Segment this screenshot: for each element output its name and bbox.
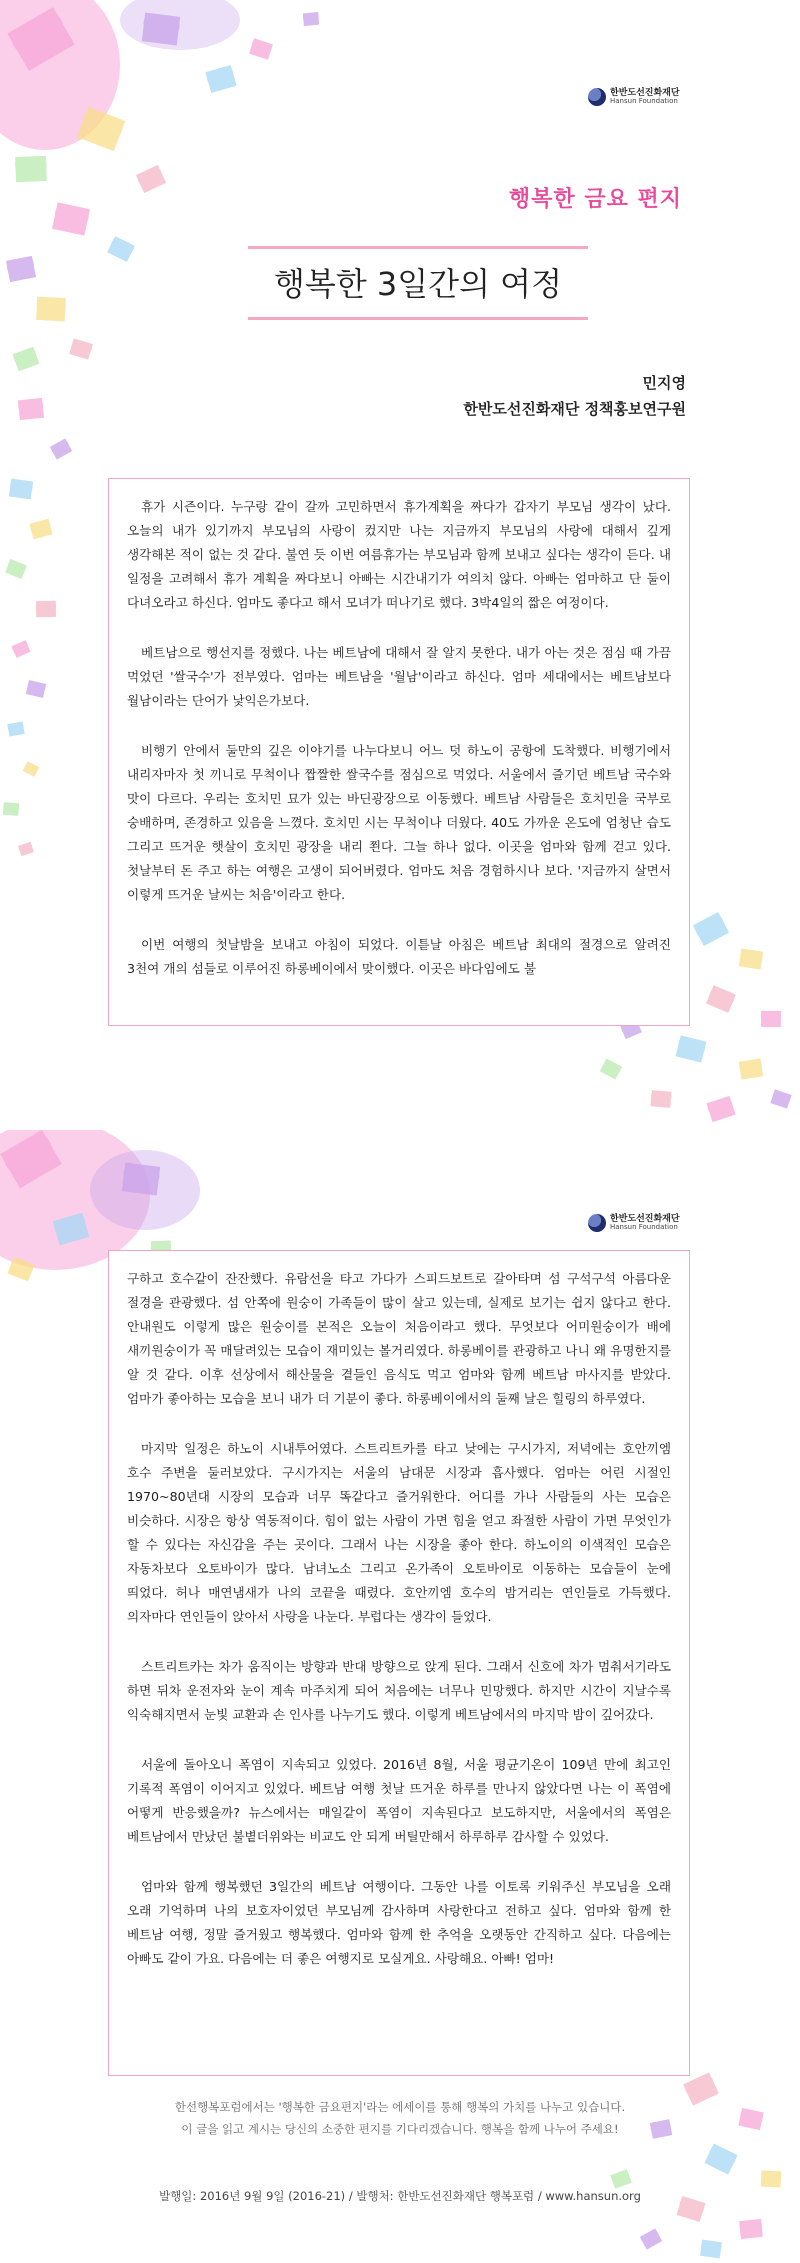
publication-info: 발행일: 2016년 9월 9일 (2016-21) / 발행처: 한반도선진화재단 행복포럼 / www.hansun.org (159, 2189, 641, 2203)
butterfly-icon (640, 2228, 662, 2249)
butterfly-icon (107, 236, 135, 262)
butterfly-icon (610, 2169, 631, 2189)
logo-mark-icon (588, 88, 606, 106)
footer-note-line: 한선행복포럼에서는 '행복한 금요편지'라는 에세이를 통해 행복의 가치를 나누고 있습니다. (174, 2100, 626, 2114)
paragraph: 이번 여행의 첫날밤을 보내고 아침이 되었다. 이튿날 아침은 베트남 최대의 절경으로 알려진 3천여 개의 섬들로 이루어진 하롱베이에서 맞이했다. 이곳은 바다임에도 불 (127, 937, 671, 976)
butterfly-icon (761, 2170, 782, 2187)
butterfly-icon (11, 640, 30, 658)
butterfly-icon (303, 12, 319, 26)
butterfly-icon (50, 438, 72, 459)
butterfly-icon (3, 802, 19, 816)
butterfly-icon (704, 2144, 737, 2175)
footer-note (110, 2096, 690, 2140)
butterfly-icon (36, 601, 56, 618)
letter-body-box-1 (108, 478, 690, 1026)
butterfly-icon (136, 165, 166, 193)
butterfly-icon (9, 479, 33, 500)
page-2 (0, 1130, 800, 2263)
title-bottom-rule (248, 317, 588, 320)
butterfly-icon (36, 297, 66, 322)
butterfly-icon (706, 985, 736, 1013)
title-block (248, 246, 588, 320)
paragraph: 휴가 시즌이다. 누구랑 같이 갈까 고민하면서 휴가계획을 짜다가 갑자기 부모님 생각이 났다. 오늘의 내가 있기까지 부모님의 사랑이 컸지만 나는 지금까지 부모님의 사랑에 대해서 깊게 생각해본 적이 없는 것 같다. 불연 듯 이번 여름휴가는 부모님과 함께 보내고 싶다는 생각이 든다. 내 일정을 고려해서 휴가 계획을 짜다보니 아빠는 시간내기가 여의치 않다. 아빠는 엄마하고 단 둘이 다녀오라고 하신다. 엄마도 좋다고 해서 모녀가 떠나기로 했다. 3박4일의 짧은 여정이다. (127, 499, 671, 610)
logo-korean: 한반도선진화재단 (610, 1213, 680, 1224)
paragraph: 스트리트카는 차가 움직이는 방향과 반대 방향으로 앉게 된다. 그래서 신호에 차가 멈춰서기라도 하면 뒤차 운전자와 눈이 계속 마주치게 되어 처음에는 너무나 민망했다. 하지만 시간이 지날수록 익숙해지면서 눈빛 교환과 손 인사를 나누기도 했다. 이렇게 베트남에서의 마지막 밤이 깊어갔다. (127, 1659, 671, 1722)
butterfly-icon (676, 1035, 707, 1062)
footer-note-line: 이 글을 읽고 계시는 당신의 소중한 편지를 기다리겠습니다. 행복을 함께 나누어 주세요! (181, 2122, 619, 2136)
butterfly-icon (52, 202, 90, 235)
butterfly-icon (5, 559, 27, 579)
butterfly-icon (770, 1089, 791, 1108)
butterfly-icon (650, 1090, 671, 1108)
author-name: 민지영 (642, 374, 686, 392)
paragraph: 비행기 안에서 둘만의 깊은 이야기를 나누다보니 어느 덧 하노이 공항에 도착했다. 비행기에서 내리자마자 첫 끼니로 무척이나 짭짤한 쌀국수를 점심으로 먹었다. 서울에서 즐기던 베트남 국수와 맛이 다르다. 우리는 호치민 묘가 있는 바딘광장으로 이동했다. 베트남 사람들은 호치민을 국부로 숭배하며, 존경하고 있음을 느꼈다. 호치민 시는 무척이나 더웠다. 40도 가까운 온도에 엄청난 습도 그리고 뜨거운 햇살이 호치민 광장을 내리 쬔다. 그늘 하나 없다. 이곳을 엄마와 함께 걷고 있다. 첫날부터 돈 주고 하는 여행은 고생이 되어버렸다. 엄마도 처음 경험하시나 보다. '지금까지 살면서 이렇게 뜨거운 날씨는 처음'이라고 한다. (127, 743, 671, 902)
page-1 (0, 0, 800, 1130)
butterfly-icon (761, 1011, 781, 1027)
butterfly-icon (29, 519, 52, 540)
paragraph: 서울에 돌아오니 폭염이 지속되고 있었다. 2016년 8월, 서울 평균기온이 109년 만에 최고인 기록적 폭염이 이어지고 있었다. 베트남 여행 첫날 뜨거운 하루를 만나지 않았다면 나는 이 폭염에 어떻게 반응했을까? 뉴스에서는 매일같이 폭염이 지속된다고 보도하지만, 서울에서의 폭염은 베트남에서 만났던 불볕더위와는 비교도 안 되게 버틸만해서 하루하루 감사할 수 있었다. (127, 1757, 671, 1844)
logo-english: Hansun Foundation (610, 97, 678, 106)
author-affiliation: 한반도선진화재단 정책홍보연구원 (463, 400, 686, 418)
paragraph: 구하고 호수같이 잔잔했다. 유람선을 타고 가다가 스피드보트로 갈아타며 섬 구석구석 아름다운 절경을 관광했다. 섬 안쪽에 원숭이 가족들이 많이 살고 있는데, 실제로 보기는 쉽지 않다고 한다. 안내원도 이렇게 많은 원숭이를 본적은 오늘이 처음이라고 했다. 무엇보다 어미원숭이가 배에 새끼원숭이가 꼭 매달려있는 모습이 재미있는 볼거리였다. 하롱베이를 관광하고 나니 왜 유명한지를 알 것 같다. 이후 선상에서 해산물을 곁들인 음식도 먹고 엄마와 함께 베트남 마사지를 받았다. 엄마가 좋아하는 모습을 보니 내가 더 기분이 좋다. 하롱베이에서의 둘째 날은 힐링의 하루였다. (127, 1271, 671, 1406)
butterfly-icon (18, 398, 44, 420)
butterfly-icon (7, 721, 24, 736)
hansun-logo (588, 88, 680, 106)
butterfly-icon (23, 761, 40, 777)
butterfly-icon (700, 2240, 722, 2259)
butterfly-icon (13, 347, 40, 371)
butterfly-icon (739, 1058, 764, 1079)
butterfly-icon (249, 38, 273, 60)
hansun-logo (588, 1214, 680, 1232)
butterfly-icon (69, 338, 93, 359)
paragraph: 베트남으로 행선지를 정했다. 나는 베트남에 대해서 잘 알지 못한다. 내가 아는 것은 점심 때 가끔 먹었던 '쌀국수'가 전부였다. 엄마는 베트남을 '월남'이라고 하신다. 엄마 세대에서는 베트남보다 월남이라는 단어가 낯익은가보다. (127, 645, 671, 708)
butterfly-icon (18, 842, 34, 857)
butterfly-icon (122, 1163, 160, 1196)
butterfly-icon (142, 13, 180, 46)
butterfly-icon (706, 1096, 735, 1122)
paragraph: 마지막 일정은 하노이 시내투어였다. 스트리트카를 타고 낮에는 구시가지, 저녁에는 호안끼엠 호수 주변을 둘러보았다. 구시가지는 서울의 남대문 시장과 흡사했다. 엄마는 어린 시절인 1970~80년대 시장의 모습과 너무 똑같다고 즐거워한다. 어디를 가나 사람들의 사는 모습은 비슷하다. 시장은 항상 역동적이다. 힘이 없는 사람이 가면 힘을 얻고 좌절한 사람이 가면 무엇인가 할 수 있다는 자신감을 주는 곳이다. 그래서 나는 시장을 좋아 한다. 하노이의 이색적인 모습은 자동차보다 오토바이가 많다. 남녀노소 그리고 온가족이 오토바이로 이동하는 모습들이 눈에 띄었다. 허나 매연냄새가 나의 코끝을 때렸다. 호안끼엠 호수의 밤거리는 연인들로 가득했다. 의자마다 연인들이 앉아서 사랑을 나눈다. 부럽다는 생각이 들었다. (127, 1441, 671, 1624)
butterfly-icon (205, 65, 236, 93)
letter-body-box-2 (108, 1250, 690, 2076)
butterfly-icon (739, 2219, 763, 2239)
logo-mark-icon (588, 1214, 606, 1232)
butterfly-icon (738, 2108, 763, 2130)
series-title: 행복한 금요 편지 (508, 187, 682, 212)
butterfly-icon (15, 156, 47, 182)
butterfly-icon (26, 680, 46, 698)
logo-korean: 한반도선진화재단 (610, 87, 680, 98)
decor-blob (120, 0, 240, 50)
logo-english: Hansun Foundation (610, 1223, 678, 1232)
butterfly-icon (739, 948, 764, 969)
letter-title: 행복한 3일간의 여정 (274, 265, 562, 303)
butterfly-icon (693, 912, 729, 946)
paragraph: 엄마와 함께 행복했던 3일간의 베트남 여행이다. 그동안 나를 이토록 키워주신 부모님을 오래 오래 기억하며 나의 보호자이었던 부모님께 감사하며 사랑한다고 전하고 싶다. 엄마와 함께 한 베트남 여행, 정말 즐거웠고 행복했다. 엄마와 함께 한 추억을 오랫동안 간직하고 싶다. 다음에는 아빠도 같이 가요. 다음에는 더 좋은 여행지로 모실게요. 사랑해요. 아빠! 엄마! (127, 1879, 671, 1966)
butterfly-icon (6, 256, 36, 282)
butterfly-icon (600, 1059, 622, 1080)
